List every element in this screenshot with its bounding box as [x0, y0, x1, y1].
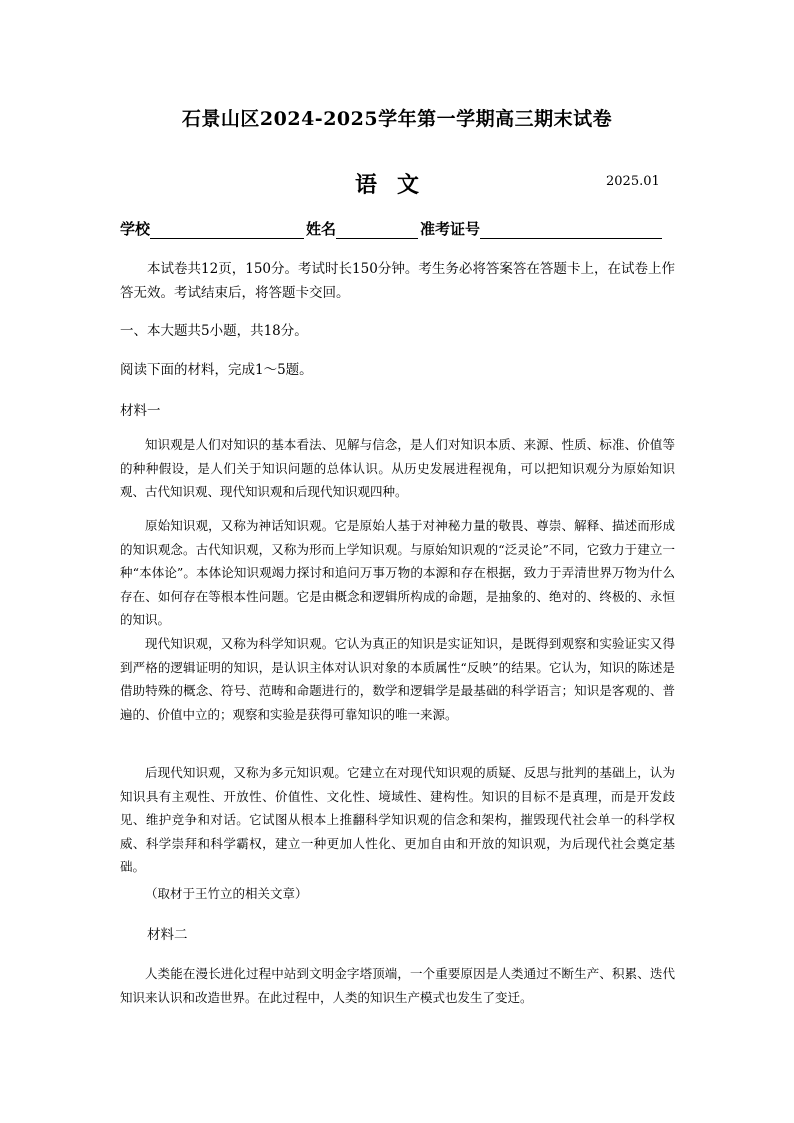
name-blank[interactable] — [336, 224, 418, 239]
material2-paragraph: 人类能在漫长进化过程中站到文明金字塔顶端，一个重要原因是人类通过不断生产、积累、迭代知识来认识和改造世界。在此过程中，人类的知识生产模式也发生了变迁。 — [120, 966, 675, 1005]
school-blank[interactable] — [150, 224, 304, 239]
exam-id-label: 准考证号 — [420, 220, 481, 238]
material1-paragraph: 原始知识观，又称为神话知识观。它是原始人基于对神秘力量的敬畏、尊崇、解释、描述而形成的知识观念。古代知识观，又称为形而上学知识观。与原始知识观的“泛灵论”不同，它致力于建立一种“本体论”。本体论知识观竭力探讨和追问万事万物的本源和存在根据，致力于弄清世界万物为什么存在、如何存在等根本性问题。它是由概念和逻辑所构成的命题，是抽象的、绝对的、终极的、永恒的知识。 — [120, 518, 675, 627]
exam-id-blank[interactable] — [480, 224, 662, 239]
school-label: 学校 — [120, 220, 151, 238]
subject-title: 语文 — [354, 172, 439, 198]
material1-paragraph: 知识观是人们对知识的基本看法、见解与信念，是人们对知识本质、来源、性质、标准、价值等的种种假设，是人们关于知识问题的总体认识。从历史发展进程视角，可以把知识观分为原始知识观、古代知识观、现代知识观和后现代知识观四种。 — [120, 437, 675, 499]
instructions: 本试卷共12页，150分。考试时长150分钟。考生务必将答案答在答题卡上，在试卷上作答无效。考试结束后，将答题卡交回。 — [120, 261, 675, 301]
material1-paragraph: 现代知识观，又称为科学知识观。它认为真正的知识是实证知识，是既得到观察和实验证实又得到严格的逻辑证明的知识，是认识主体对认识对象的本质属性“反映”的结果。它认为，知识的陈述是借助特殊的概念、符号、范畴和命题进行的，数学和逻辑学是最基础的科学语言；知识是客观的、普遍的、价值中立的；观察和实验是获得可靠知识的唯一来源。 — [120, 636, 675, 722]
material1-paragraph: 后现代知识观，又称为多元知识观。它建立在对现代知识观的质疑、反思与批判的基础上，认为知识具有主观性、开放性、价值性、文化性、境域性、建构性。知识的目标不是真理，而是开发歧见、维护竞争和对话。它试图从根本上推翻科学知识观的信念和架构，摧毁现代社会单一的科学权威、科学崇拜和科学霸权，建立一种更加人性化、更加自由和开放的知识观，为后现代社会奠定基础。 — [120, 765, 675, 874]
material1-label: 材料一 — [120, 403, 161, 419]
exam-title: 石景山区2024-2025学年第一学期高三期末试卷 — [181, 108, 613, 130]
section-prompt: 阅读下面的材料，完成1～5题。 — [120, 362, 313, 378]
name-label: 姓名 — [306, 220, 337, 238]
material2-label: 材料二 — [147, 927, 188, 943]
student-info-row — [120, 218, 672, 239]
section-heading: 一、本大题共5小题，共18分。 — [120, 323, 308, 339]
exam-date: 2025.01 — [606, 174, 660, 189]
material1-source: （取材于王竹立的相关文章） — [145, 886, 308, 901]
